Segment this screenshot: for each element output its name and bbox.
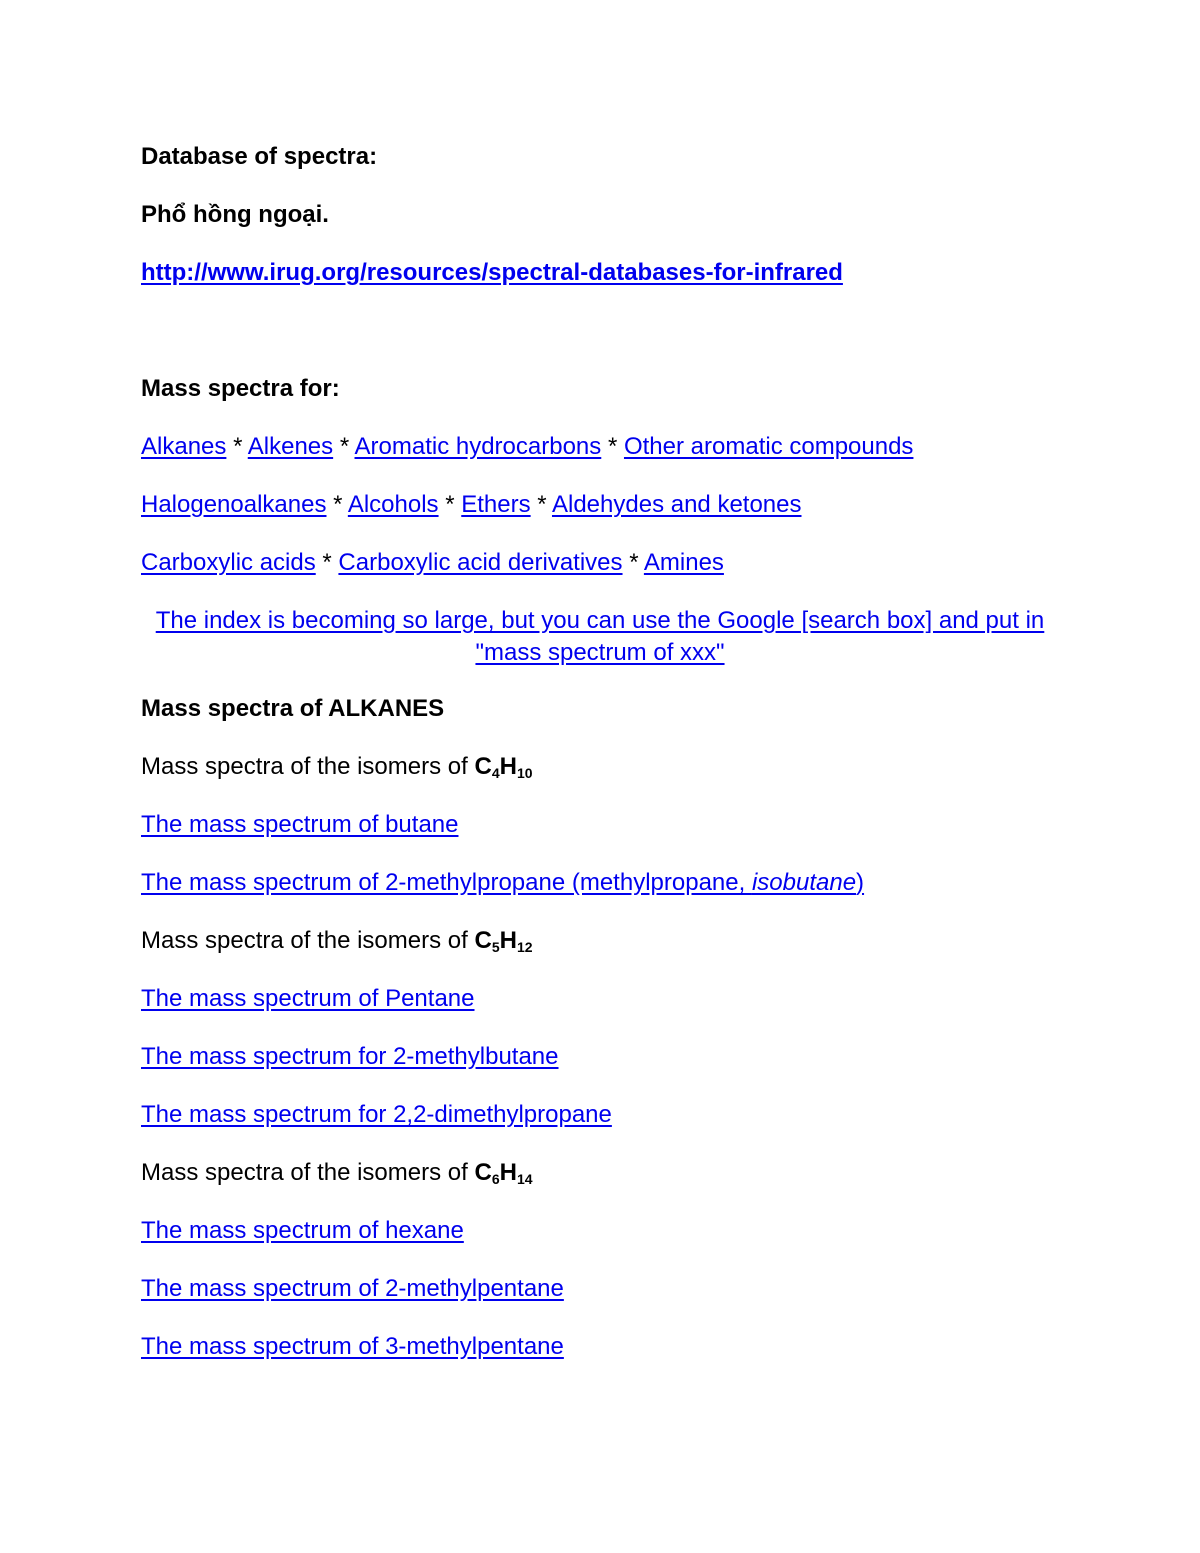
link-line-dimethylpropane: [141, 1100, 612, 1130]
formula-c5h12: $C_5H_{12}$: [474, 927, 533, 955]
separator: *: [537, 491, 547, 518]
link-other-aromatic-compounds[interactable]: Other aromatic compounds: [623, 433, 914, 460]
heading-database: Database of spectra:: [141, 143, 378, 170]
link-3-methylpentane[interactable]: The mass spectrum of 3-methylpentane: [141, 1333, 564, 1360]
isomers-prefix: Mass spectra of the isomers of: [141, 753, 468, 780]
category-row-1: [141, 432, 913, 462]
link-line-hexane: [141, 1216, 464, 1246]
link-alkenes[interactable]: Alkenes: [247, 433, 334, 460]
category-row-3: [141, 548, 724, 578]
link-ethers[interactable]: Ethers: [461, 491, 531, 518]
index-note-line: [0, 605, 1200, 669]
isomers-heading-c6h14: [141, 1158, 533, 1194]
link-aromatic-hydrocarbons[interactable]: Aromatic hydrocarbons: [354, 433, 602, 460]
separator: *: [322, 549, 332, 576]
link-alkanes[interactable]: Alkanes: [141, 433, 227, 460]
formula-c4h10: $C_4H_{10}$: [474, 753, 533, 781]
index-note-link[interactable]: The index is becoming so large, but you can use the Google [search box] and put in "mass spectrum of xxx": [155, 607, 1045, 666]
link-line-methylpropane: [141, 868, 864, 898]
link-halogenoalkanes[interactable]: Halogenoalkanes: [141, 491, 327, 518]
isomers-prefix: Mass spectra of the isomers of: [141, 927, 468, 954]
link-pentane[interactable]: The mass spectrum of Pentane: [141, 985, 475, 1012]
separator: *: [629, 549, 639, 576]
link-line-2-methylpentane: [141, 1274, 564, 1304]
link-2-methylpropane[interactable]: The mass spectrum of 2-methylpropane (methylpropane, isobutane): [141, 869, 865, 896]
separator: *: [445, 491, 455, 518]
link-carboxylic-acid-derivatives[interactable]: Carboxylic acid derivatives: [338, 549, 623, 576]
heading-mass-spectra-for: Mass spectra for:: [141, 375, 340, 402]
isomers-heading-c4h10: [141, 752, 533, 788]
link-line-3-methylpentane: [141, 1332, 564, 1362]
separator: *: [333, 491, 343, 518]
link-carboxylic-acids[interactable]: Carboxylic acids: [141, 549, 316, 576]
separator: *: [339, 433, 350, 460]
heading-alkanes: Mass spectra of ALKANES: [141, 695, 445, 722]
category-row-2: [141, 490, 802, 520]
ir-database-link[interactable]: http://www.irug.org/resources/spectral-databases-for-infrared: [141, 259, 843, 286]
link-aldehydes-and-ketones[interactable]: Aldehydes and ketones: [551, 491, 802, 518]
isomers-heading-c5h12: [141, 926, 533, 962]
link-line-butane: [141, 810, 458, 840]
link-2-methylbutane[interactable]: The mass spectrum for 2-methylbutane: [141, 1043, 559, 1070]
link-2-methylpentane[interactable]: The mass spectrum of 2-methylpentane: [141, 1275, 564, 1302]
link-butane[interactable]: The mass spectrum of butane: [141, 811, 459, 838]
separator: *: [233, 433, 243, 460]
link-2-2-dimethylpropane[interactable]: The mass spectrum for 2,2-dimethylpropane: [141, 1101, 612, 1128]
ir-link-line: [141, 258, 843, 288]
link-line-methylbutane: [141, 1042, 559, 1072]
link-line-pentane: [141, 984, 475, 1014]
separator: *: [607, 433, 618, 460]
link-hexane[interactable]: The mass spectrum of hexane: [141, 1217, 464, 1244]
link-alcohols[interactable]: Alcohols: [347, 491, 439, 518]
formula-c6h14: $C_6H_{14}$: [474, 1159, 533, 1187]
heading-ir: Phổ hồng ngoại.: [141, 201, 329, 228]
isomers-prefix: Mass spectra of the isomers of: [141, 1159, 468, 1186]
link-amines[interactable]: Amines: [643, 549, 724, 576]
